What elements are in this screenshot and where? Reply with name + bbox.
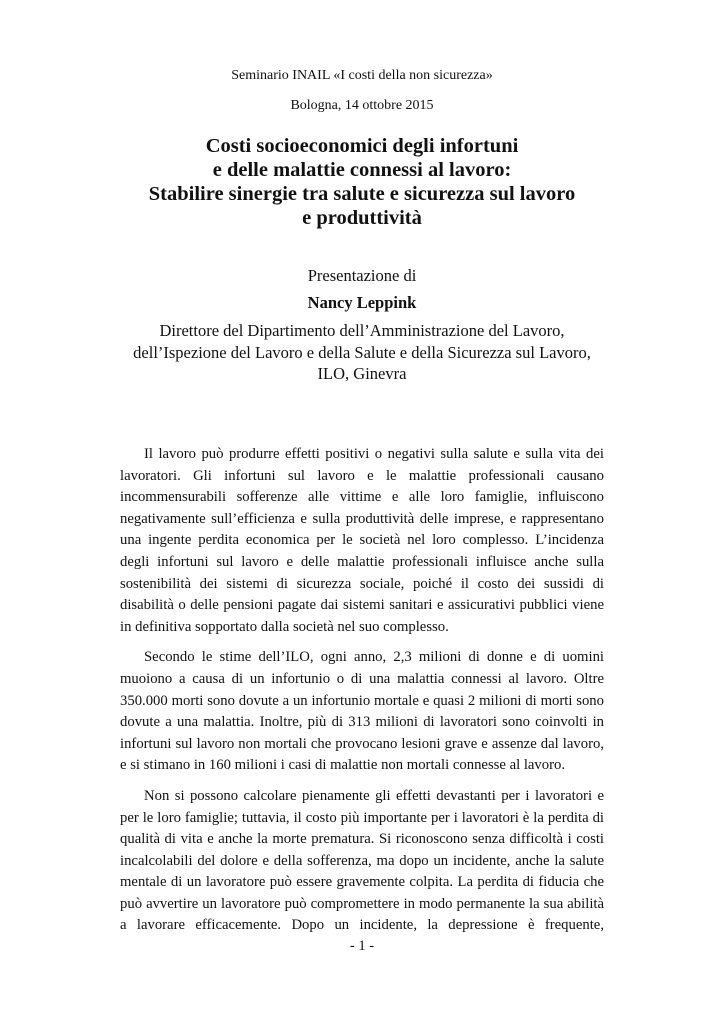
paragraph: Non si possono calcolare pienamente gli effetti devastanti per i lavoratori e per le loro famiglie; tuttavia, il costo più importante per i lavoratori è la perdita di qualità di vita e anche la morte prematura. Si riconoscono senza difficoltà i costi incalcolabili del dolore e della sofferenza, ma dopo un incidente, anche la salute mentale di un lavoratore può essere gravemente colpita. La perdita di fiducia che può avvertire un lavoratore può compromettere in modo permanente la sua abilità a lavorare efficacemente. Dopo un incidente, la depressione è frequente,: [120, 787, 604, 934]
presenter-name: Nancy Leppink: [307, 293, 417, 312]
affiliation-line: ILO, Ginevra: [317, 364, 407, 383]
presenter-affiliation: [0, 320, 724, 385]
event-date: Bologna, 14 ottobre 2015: [290, 98, 434, 113]
page-number: - 1 -: [349, 938, 375, 954]
presentation-label: Presentazione di: [307, 266, 417, 285]
title-line: Costi socioeconomici degli infortuni: [205, 135, 519, 157]
paragraph: Il lavoro può produrre effetti positivi o negativi sulla salute e sulla vita dei lavoratori. Gli infortuni sul lavoro e le malattie professionali causano incommensurabili sofferenze alle vittime e alle loro famiglie, influiscono negativamente sull’efficienza e sulla produttività delle imprese, e rappresentano una ingente perdita economica per le società nel loro complesso. L’incidenza degli infortuni sul lavoro e delle malattie professionali influisce anche sulla sostenibilità dei sistemi di sicurezza sociale, poiché il costo dei sussidi di disabilità o delle pensioni pagate dai sistemi sanitari e assicurativi pubblici viene in definitiva sopportato dalla società nel suo complesso.: [120, 446, 604, 635]
affiliation-line: dell’Ispezione del Lavoro e della Salute e della Sicurezza sul Lavoro,: [133, 342, 591, 362]
affiliation-line: Direttore del Dipartimento dell’Amministrazione del Lavoro,: [159, 321, 565, 340]
body-text: [120, 444, 604, 946]
title-line: e produttività: [302, 207, 422, 229]
title-line: e delle malattie connessi al lavoro:: [212, 159, 512, 181]
document-title: [0, 134, 724, 230]
seminar-heading: Seminario INAIL «I costi della non sicurezza»: [231, 68, 493, 83]
title-line: Stabilire sinergie tra salute e sicurezza sul lavoro: [148, 183, 576, 205]
paragraph: Secondo le stime dell’ILO, ogni anno, 2,3 milioni di donne e di uomini muoiono a causa di un infortunio o di una malattia connessi al lavoro. Oltre 350.000 morti sono dovute a un infortunio mortale e quasi 2 milioni di morti sono dovute a una malattia. Inoltre, più di 313 milioni di lavoratori sono coinvolti in infortuni sul lavoro non mortali che provocano lesioni grave e assenze dal lavoro, e si stimano in 160 milioni i casi di malattie non mortali connesse al lavoro.: [120, 649, 604, 774]
